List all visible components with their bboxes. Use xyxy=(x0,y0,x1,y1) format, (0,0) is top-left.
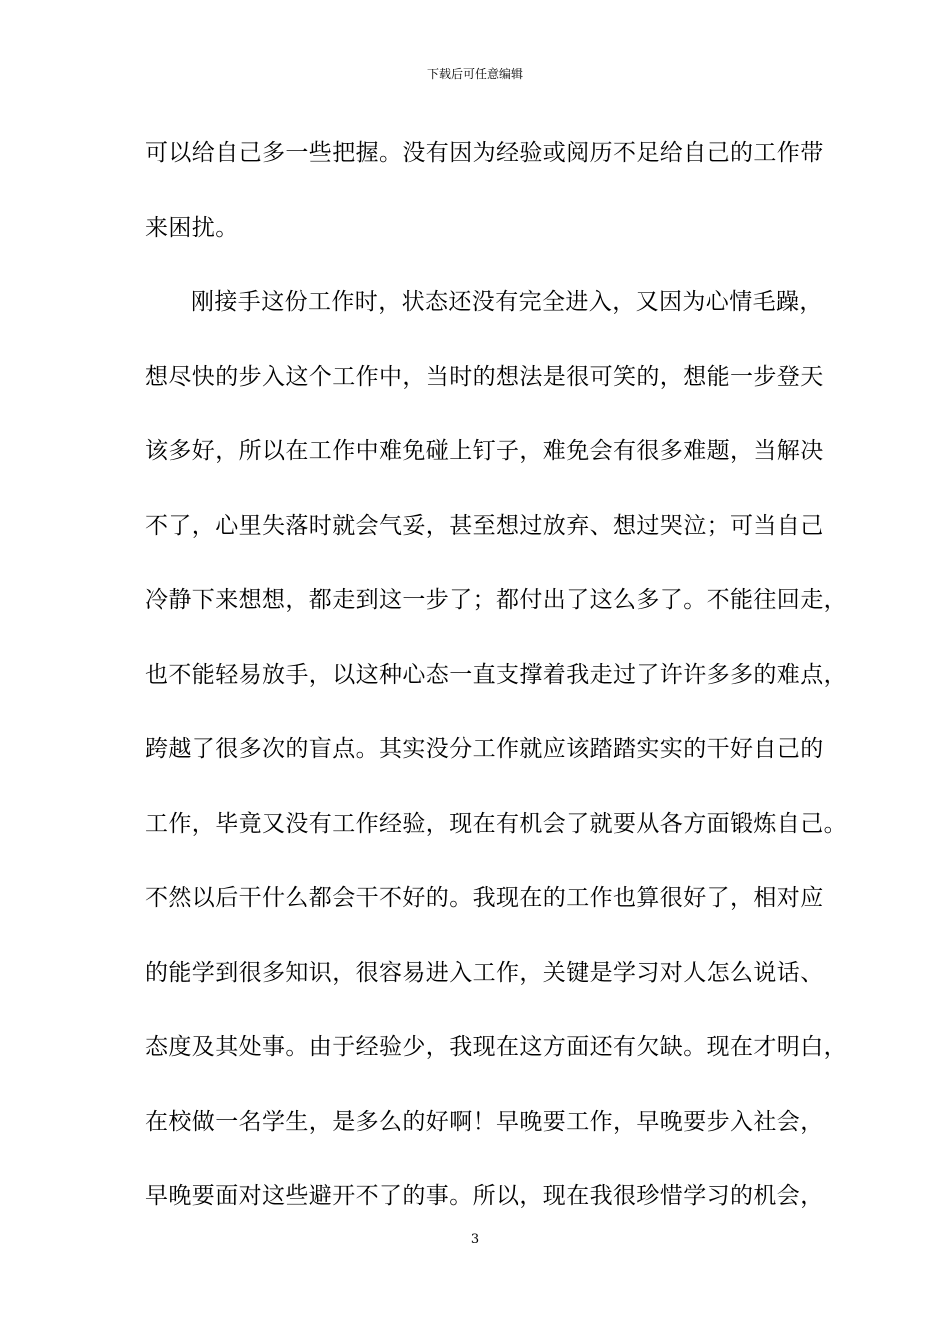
text-line: 不然以后干什么都会干不好的。我现在的工作也算很好了，相对应 xyxy=(145,885,824,911)
text-line: 可以给自己多一些把握。没有因为经验或阅历不足给自己的工作带 xyxy=(145,140,824,166)
document-body xyxy=(145,120,847,1238)
text-line: 想尽快的步入这个工作中，当时的想法是很可笑的，想能一步登天 xyxy=(145,363,824,390)
text-line: 该多好，所以在工作中难免碰上钉子，难免会有很多难题，当解决 xyxy=(145,438,824,464)
text-line: 工作，毕竟又没有工作经验，现在有机会了就要从各方面锻炼自己。 xyxy=(145,810,847,837)
text-line: 早晚要面对这些避开不了的事。所以，现在我很珍惜学习的机会， xyxy=(145,1183,824,1209)
text-line: 的能学到很多知识，很容易进入工作，关键是学习对人怎么说话、 xyxy=(145,959,824,986)
text-line: 来困扰。 xyxy=(145,214,239,241)
text-line: 也不能轻易放手，以这种心态一直支撑着我走过了许许多多的难点， xyxy=(145,661,847,688)
text-line: 跨越了很多次的盲点。其实没分工作就应该踏踏实实的干好自己的 xyxy=(145,736,824,762)
text-line: 冷静下来想想，都走到这一步了；都付出了这么多了。不能往回走， xyxy=(145,587,847,613)
text-line: 不了，心里失落时就会气妥，甚至想过放弃、想过哭泣；可当自己 xyxy=(145,512,824,539)
page-header: 下载后可任意编辑 xyxy=(426,67,523,81)
text-line: 在校做一名学生，是多么的好啊！早晚要工作，早晚要步入社会， xyxy=(145,1108,824,1135)
paragraph-first-line: 刚接手这份工作时，状态还没有完全进入，又因为心情毛躁， xyxy=(191,289,823,315)
page-number: 3 xyxy=(470,1232,480,1247)
text-line: 态度及其处事。由于经验少，我现在这方面还有欠缺。现在才明白， xyxy=(145,1034,847,1060)
